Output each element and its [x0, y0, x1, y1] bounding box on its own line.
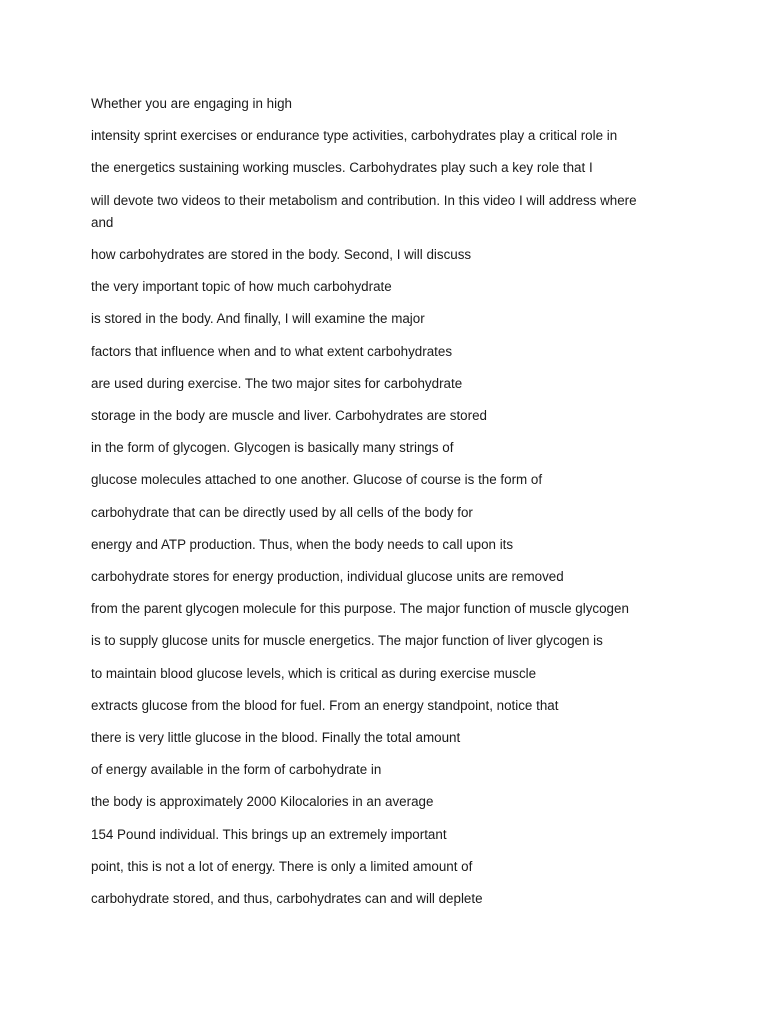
text-line: carbohydrate that can be directly used by all cells of the body for [91, 504, 473, 520]
text-line: the very important topic of how much carbohydrate [91, 279, 392, 295]
text-line: Whether you are engaging in high [91, 96, 292, 111]
text-line: energy and ATP production. Thus, when the body needs to call upon its [91, 536, 514, 552]
text-line: carbohydrate stored, and thus, carbohydrates can and will deplete [91, 891, 483, 907]
text-line: are used during exercise. The two major sites for carbohydrate [91, 375, 463, 391]
text-line: is stored in the body. And finally, I will examine the major [91, 311, 425, 327]
text-line: from the parent glycogen molecule for this purpose. The major function of muscle glycogen [91, 601, 629, 617]
document-body [91, 93, 691, 910]
text-line: is to supply glucose units for muscle energetics. The major function of liver glycogen is [91, 633, 603, 649]
text-line: in the form of glycogen. Glycogen is basically many strings of [91, 440, 454, 456]
text-line: point, this is not a lot of energy. There is only a limited amount of [91, 858, 473, 874]
text-line: the energetics sustaining working muscles. Carbohydrates play such a key role that I [91, 160, 593, 176]
text-line: carbohydrate stores for energy production, individual glucose units are removed [91, 569, 564, 585]
text-line: of energy available in the form of carbohydrate in [91, 762, 382, 778]
text-line: how carbohydrates are stored in the body. Second, I will discuss [91, 247, 472, 263]
text-line: there is very little glucose in the blood. Finally the total amount [91, 730, 461, 746]
text-line: intensity sprint exercises or endurance type activities, carbohydrates play a critical role in [91, 128, 618, 144]
text-line: the body is approximately 2000 Kilocalories in an average [91, 794, 434, 810]
text-line: 154 Pound individual. This brings up an extremely important [91, 826, 447, 842]
text-line: will devote two videos to their metabolism and contribution. In this video I will address where [91, 192, 637, 208]
text-line: to maintain blood glucose levels, which is critical as during exercise muscle [91, 665, 537, 681]
text-line: extracts glucose from the blood for fuel. From an energy standpoint, notice that [91, 697, 559, 713]
text-line: factors that influence when and to what extent carbohydrates [91, 343, 453, 359]
text-line: and [91, 214, 114, 230]
text-line: storage in the body are muscle and liver. Carbohydrates are stored [91, 408, 487, 424]
text-line: glucose molecules attached to one another. Glucose of course is the form of [91, 472, 543, 488]
